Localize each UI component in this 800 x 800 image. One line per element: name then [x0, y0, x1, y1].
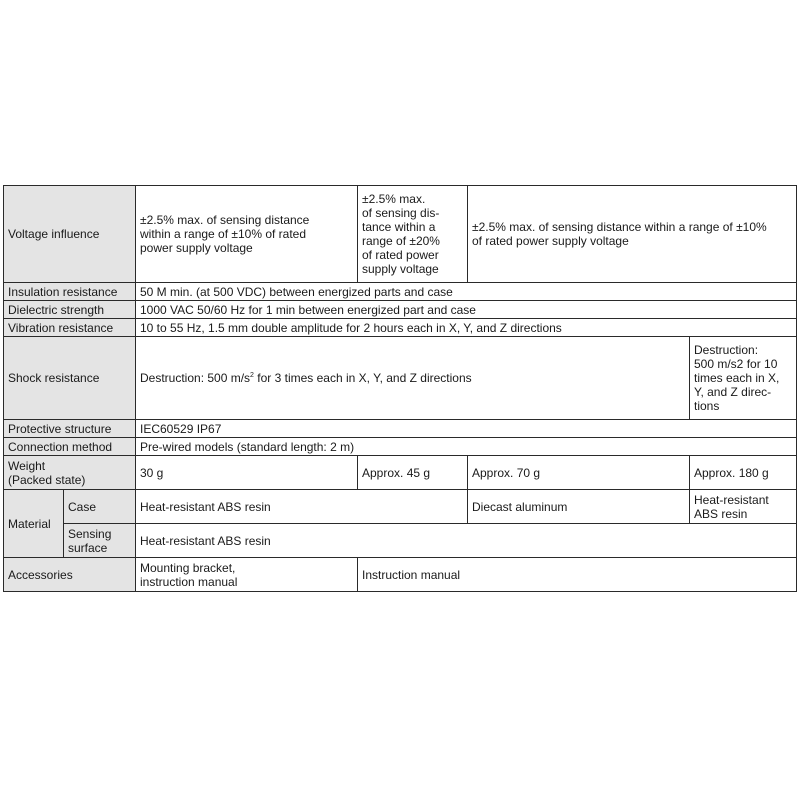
- insulation-resistance-value: 50 M min. (at 500 VDC) between energized parts and case: [136, 283, 797, 301]
- weight-value-3: Approx. 70 g: [468, 456, 690, 490]
- protective-structure-label: Protective structure: [4, 420, 136, 438]
- shock-value-superscript: 2: [250, 372, 254, 379]
- voltage-influence-label: Voltage influence: [4, 186, 136, 283]
- material-case-label: Case: [64, 490, 136, 524]
- voltage-influence-row: [4, 186, 797, 283]
- connection-method-label: Connection method: [4, 438, 136, 456]
- material-label: Material: [4, 490, 64, 558]
- shock-value-suffix: for 3 times each in X, Y, and Z directions: [253, 371, 472, 385]
- connection-method-value: Pre-wired models (standard length: 2 m): [136, 438, 797, 456]
- weight-label: Weight (Packed state): [4, 456, 136, 490]
- protective-structure-value: IEC60529 IP67: [136, 420, 797, 438]
- material-case-row: [4, 490, 797, 524]
- weight-value-4: Approx. 180 g: [690, 456, 797, 490]
- voltage-influence-col2: ±2.5% max. of sensing dis- tance within a range of ±20% of rated power supply voltage: [358, 186, 468, 283]
- dielectric-strength-label: Dielectric strength: [4, 301, 136, 319]
- weight-value-1: 30 g: [136, 456, 358, 490]
- material-case-col4: Heat-resistant ABS resin: [690, 490, 797, 524]
- shock-resistance-row: [4, 337, 797, 420]
- insulation-resistance-row: [4, 283, 797, 301]
- dielectric-strength-value: 1000 VAC 50/60 Hz for 1 min between energized part and case: [136, 301, 797, 319]
- material-case-col3: Diecast aluminum: [468, 490, 690, 524]
- material-sensing-label: Sensing surface: [64, 524, 136, 558]
- accessories-label: Accessories: [4, 558, 136, 592]
- voltage-influence-col1: ±2.5% max. of sensing distance within a range of ±10% of rated power supply voltage: [136, 186, 358, 283]
- vibration-resistance-label: Vibration resistance: [4, 319, 136, 337]
- shock-value-prefix: Destruction: 500 m/s: [140, 371, 251, 385]
- vibration-resistance-value: 10 to 55 Hz, 1.5 mm double amplitude for 2 hours each in X, Y, and Z directions: [136, 319, 797, 337]
- dielectric-strength-row: [4, 301, 797, 319]
- voltage-influence-col3: ±2.5% max. of sensing distance within a range of ±10% of rated power supply voltage: [468, 186, 797, 283]
- specifications-table: [3, 185, 797, 592]
- insulation-resistance-label: Insulation resistance: [4, 283, 136, 301]
- weight-row: [4, 456, 797, 490]
- shock-resistance-label: Shock resistance: [4, 337, 136, 420]
- material-sensing-value: Heat-resistant ABS resin: [136, 524, 797, 558]
- protective-structure-row: [4, 420, 797, 438]
- vibration-resistance-row: [4, 319, 797, 337]
- accessories-col1: Mounting bracket, instruction manual: [136, 558, 358, 592]
- shock-resistance-value-last: Destruction: 500 m/s2 for 10 times each in X, Y, and Z direc- tions: [690, 337, 797, 420]
- shock-resistance-value: [136, 337, 690, 420]
- accessories-col2: Instruction manual: [358, 558, 797, 592]
- material-case-col1: Heat-resistant ABS resin: [136, 490, 468, 524]
- material-sensing-row: [4, 524, 797, 558]
- weight-value-2: Approx. 45 g: [358, 456, 468, 490]
- accessories-row: [4, 558, 797, 592]
- connection-method-row: [4, 438, 797, 456]
